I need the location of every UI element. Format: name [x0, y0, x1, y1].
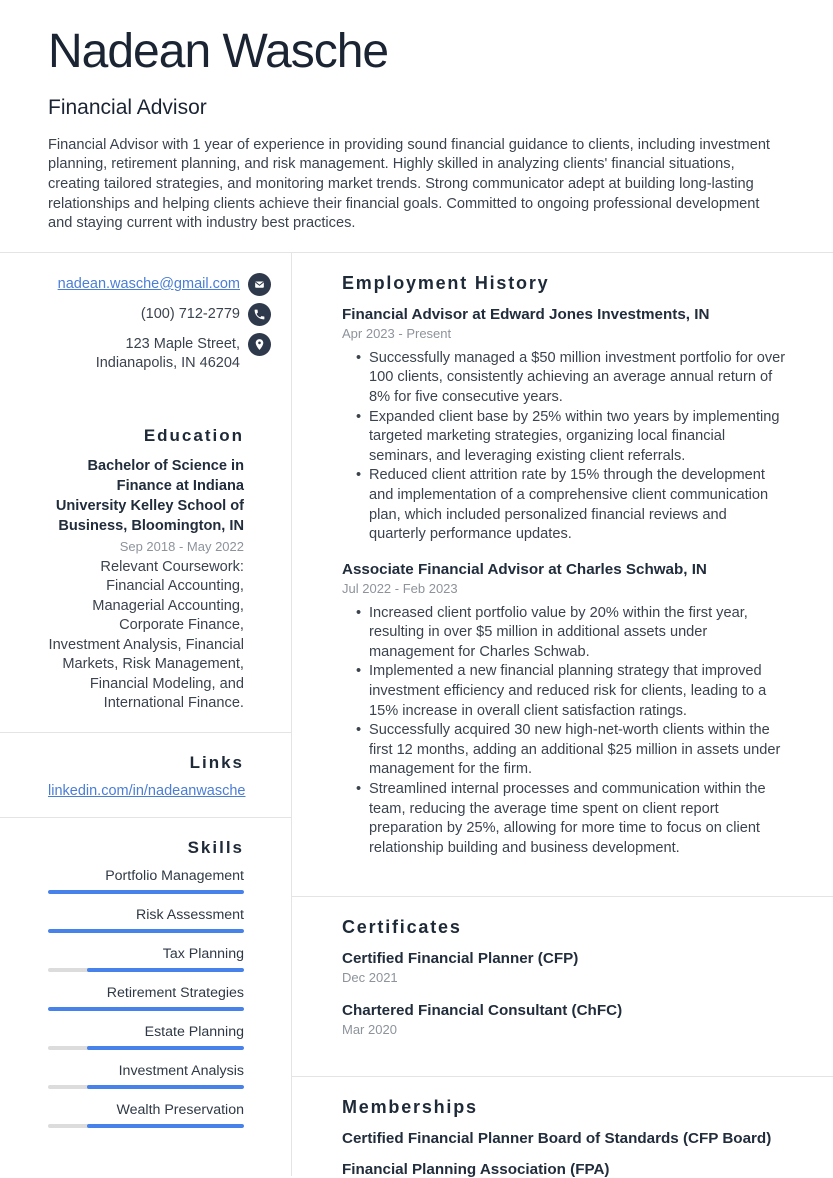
job-bullet: • Successfully acquired 30 new high-net-worth clients within the first 12 months, adding an additional $25 million in assets under management for the firm.	[356, 721, 787, 780]
skill-label: Retirement Strategies	[106, 984, 244, 1001]
skill-item	[48, 946, 244, 972]
skill-bar-track	[48, 1085, 244, 1089]
certificate-title: Certified Financial Planner (CFP)	[342, 950, 579, 968]
contact-phone-row	[48, 303, 271, 326]
skill-item	[48, 868, 244, 894]
phone-icon	[248, 303, 271, 326]
profile-summary: Financial Advisor with 1 year of experience in providing sound financial guidance to clients, including investment planning, retirement planning, and risk management. Highly skilled in analyzing clients' financial situations, creating tailored strategies, and monitoring market trends. Strong communicator adept at building long-lasting relationships and helping clients achieve their financial goals. Committed to ongoing professional development and staying current with industry best practices.	[48, 136, 770, 232]
contact-address-row	[48, 333, 271, 373]
skill-bar-fill	[48, 1007, 244, 1011]
employment-section	[292, 253, 833, 897]
skill-label: Estate Planning	[144, 1023, 244, 1040]
main-column	[292, 253, 833, 1176]
membership-item: Certified Financial Planner Board of Standards (CFP Board)	[342, 1130, 772, 1148]
job-entry	[342, 561, 787, 859]
email-icon	[248, 273, 271, 296]
skill-bar-track	[48, 1046, 244, 1050]
education-description: Relevant Coursework: Financial Accounting, Managerial Accounting, Corporate Finance, Investment Analysis, Financial Markets, Risk Management, Financial Modeling, and International Finance.	[48, 558, 244, 712]
education-section	[0, 406, 291, 732]
linkedin-link[interactable]: linkedin.com/in/nadeanwasche	[48, 782, 246, 799]
employment-heading: Employment History	[342, 272, 550, 293]
skill-bar-fill	[87, 1085, 244, 1089]
skill-item	[48, 1024, 244, 1050]
memberships-section	[292, 1076, 833, 1178]
skill-label: Investment Analysis	[118, 1062, 244, 1079]
job-dates-1: Apr 2023 - Present	[342, 325, 452, 341]
certificate-item	[342, 950, 787, 985]
skill-bar-fill	[87, 968, 244, 972]
skill-bar-fill	[87, 1124, 244, 1128]
skill-bar-track	[48, 968, 244, 972]
skill-bar-fill	[48, 890, 244, 894]
person-name: Nadean Wasche	[48, 25, 389, 78]
job-bullet: • Expanded client base by 25% within two years by implementing targeted marketing strategies, organizing local financial seminars, and leveraging existing client referrals.	[356, 408, 787, 467]
job-bullets-1	[342, 349, 787, 545]
contact-section	[0, 253, 291, 406]
skill-item	[48, 1102, 244, 1128]
contact-email-row	[48, 273, 271, 296]
address: 123 Maple Street, Indianapolis, IN 46204	[95, 335, 240, 371]
links-heading: Links	[189, 752, 244, 772]
job-bullet: • Implemented a new financial planning strategy that improved investment efficiency and reduced risk for clients, leading to a 15% increase in overall client satisfaction ratings.	[356, 662, 787, 721]
certificate-date: Dec 2021	[342, 970, 398, 986]
email-link[interactable]: nadean.wasche@gmail.com	[57, 275, 240, 292]
sidebar	[0, 253, 292, 1176]
certificate-title: Chartered Financial Consultant (ChFC)	[342, 1002, 623, 1020]
links-section	[0, 732, 291, 817]
certificates-section	[292, 896, 833, 1076]
job-entry	[342, 306, 787, 545]
skills-section	[0, 817, 291, 1159]
person-job-title: Financial Advisor	[48, 95, 207, 119]
education-dates: Sep 2018 - May 2022	[119, 538, 244, 554]
phone-number: (100) 712-2779	[140, 305, 240, 322]
location-icon	[248, 333, 271, 356]
header	[0, 0, 833, 252]
job-title-2: Associate Financial Advisor at Charles Schwab, IN	[342, 560, 707, 578]
skill-bar-track	[48, 1007, 244, 1011]
skill-label: Risk Assessment	[135, 906, 244, 923]
skill-item	[48, 907, 244, 933]
skill-item	[48, 1063, 244, 1089]
skills-heading: Skills	[187, 837, 244, 857]
skill-bar-track	[48, 929, 244, 933]
education-degree: Bachelor of Science in Finance at Indiana University Kelley School of Business, Bloomington, IN	[55, 457, 244, 534]
job-bullet: • Reduced client attrition rate by 15% through the development and implementation of a comprehensive client communication plan, which included personalized financial reviews and quarterly performance updates.	[356, 466, 787, 544]
job-bullet: • Successfully managed a $50 million investment portfolio for over 100 clients, consistently achieving an average annual return of 8% for five consecutive years.	[356, 349, 787, 408]
job-bullets-2	[342, 604, 787, 859]
skill-label: Tax Planning	[162, 945, 244, 962]
memberships-list	[342, 1130, 787, 1178]
certificate-date: Mar 2020	[342, 1022, 397, 1038]
skill-bar-track	[48, 1124, 244, 1128]
skill-bar-fill	[87, 1046, 244, 1050]
skill-label: Portfolio Management	[105, 867, 244, 884]
education-heading: Education	[143, 425, 244, 445]
certificates-list	[342, 950, 787, 1037]
skill-label: Wealth Preservation	[116, 1101, 244, 1118]
certificates-heading: Certificates	[342, 917, 462, 938]
skill-item	[48, 985, 244, 1011]
job-bullet: • Streamlined internal processes and communication within the team, reducing the average time spent on client report preparation by 25%, allowing for more time to focus on client relationship building and business development.	[356, 780, 787, 858]
membership-item: Financial Planning Association (FPA)	[342, 1161, 610, 1178]
memberships-heading: Memberships	[342, 1097, 478, 1118]
skills-list	[48, 868, 244, 1128]
skill-bar-track	[48, 890, 244, 894]
job-title-1: Financial Advisor at Edward Jones Investments, IN	[342, 305, 710, 323]
job-bullet: • Increased client portfolio value by 20% within the first year, resulting in over $5 million in additional assets under management for Charles Schwab.	[356, 604, 787, 663]
job-dates-2: Jul 2022 - Feb 2023	[342, 580, 458, 596]
certificate-item	[342, 1002, 787, 1037]
body-columns	[0, 252, 833, 1176]
skill-bar-fill	[48, 929, 244, 933]
